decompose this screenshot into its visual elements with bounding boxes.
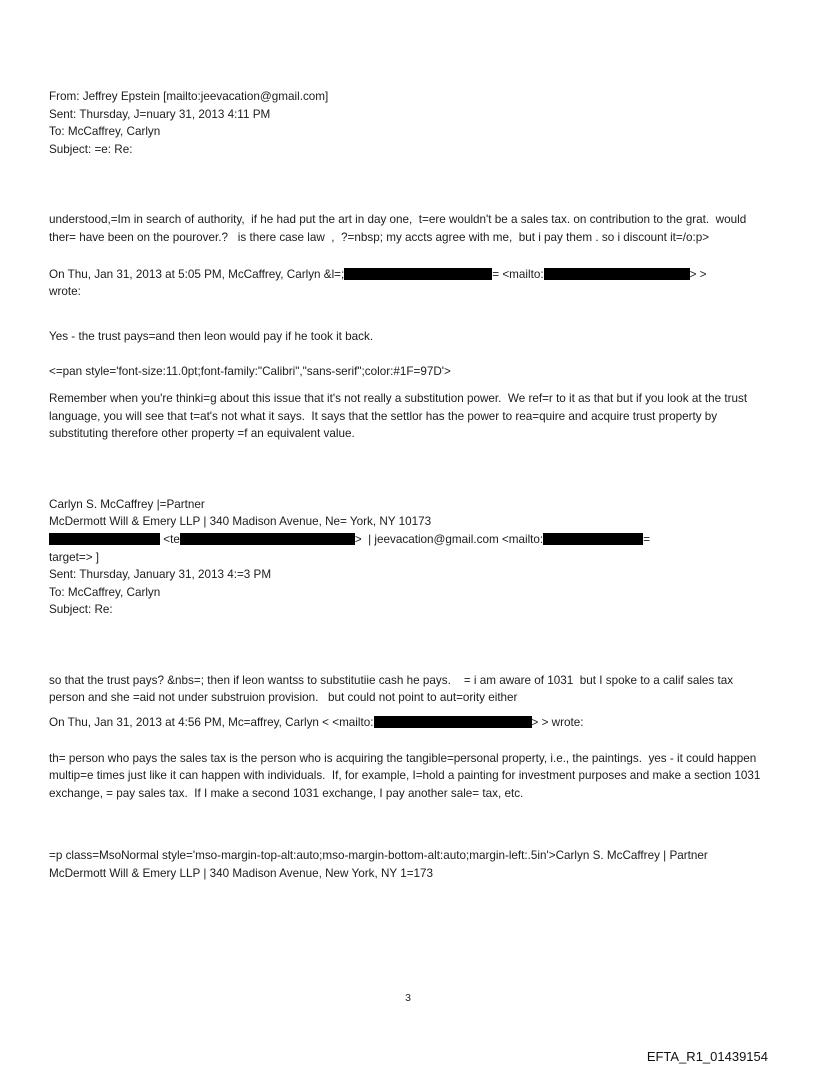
document-content <box>49 88 768 883</box>
email-header-subject: Subject: =e: Re: <box>49 142 133 156</box>
html-artifact-line: <=pan style='font-size:11.0pt;font-family:"Calibri","sans-serif";color:#1F=97D'> <box>49 365 451 379</box>
body-paragraph-1: understood,=Im in search of authority, if he had put the art in day one, t=ere wouldn't be a sales tax. on contribution to the grat. would ther= have been on the pourover.? is there case law , ?=nbsp; my accts agree with me, but i pay them . so i discount it=/o:p> <box>49 213 750 244</box>
signature1-target-line: target=> ] <box>49 550 100 564</box>
redaction-bar <box>544 268 690 280</box>
signature1-to: To: McCaffrey, Carlyn <box>49 585 161 599</box>
signature1-contact-mid1: <te <box>160 532 180 546</box>
redaction-bar <box>180 533 355 545</box>
redaction-bar <box>49 533 160 545</box>
bates-number: EFTA_R1_01439154 <box>646 1049 768 1064</box>
redaction-bar <box>344 268 492 280</box>
reply1-header <box>49 266 768 284</box>
email-header-to: To: McCaffrey, Carlyn <box>49 125 161 139</box>
signature2-firm: McDermott Will & Emery LLP | 340 Madison Avenue, New York, NY 1=173 <box>49 867 434 881</box>
body-paragraph-2: so that the trust pays? &nbs=; then if leon wantss to substitutiie cash he pays. = i am aware of 1031 but I spoke to a calif sales tax person and she =aid not under substruion provision. but could not point to aut=ority either <box>49 673 737 705</box>
reply1-wrote: wrote: <box>49 285 81 299</box>
signature1-contact <box>49 531 768 549</box>
signature1-firm: McDermott Will & Emery LLP | 340 Madison Avenue, Ne= York, NY 10173 <box>49 515 432 529</box>
email-header-from: From: Jeffrey Epstein [mailto:jeevacation@gmail.com] <box>49 90 329 103</box>
signature1-subject: Subject: Re: <box>49 603 113 617</box>
quote-trust-pays: Yes - the trust pays=and then leon would pay if he took it back. <box>49 329 374 343</box>
signature1-contact-mid2: > | jeevacation@gmail.com <mailto: <box>354 532 544 546</box>
reply1-post: > > <box>689 267 707 281</box>
email-header-sent: Sent: Thursday, J=nuary 31, 2013 4:11 PM <box>49 107 271 121</box>
redaction-bar <box>374 716 532 728</box>
reply2-header <box>49 714 768 732</box>
reply2-post: > > wrote: <box>531 716 584 730</box>
signature1-contact-post: = <box>643 532 651 546</box>
reply1-mid: = <mailto: <box>492 267 544 281</box>
signature1-name: Carlyn S. McCaffrey |=Partner <box>49 497 205 511</box>
page-number: 3 <box>405 992 411 1004</box>
redaction-bar <box>543 533 643 545</box>
paragraph-remember: Remember when you're thinki=g about this issue that it's not really a substitution power. We ref=r to it as that but if you look at the trust language, you will see that t=at's not what it says. It says that the settlor has the power to rea=quire and acquire trust property by substituting therefore other property =f an equivalent value. <box>49 391 751 441</box>
body-paragraph-3: th= person who pays the sales tax is the person who is acquiring the tangible=personal property, i.e., the paintings. yes - it could happen multip=e times just like it can happen with individuals. If, for example, I=hold a painting for investment purposes and make a section 1031 exchange, = pay sales tax. If I make a second 1031 exchange, I pay another sale= tax, etc. <box>49 751 764 800</box>
reply2-pre: On Thu, Jan 31, 2013 at 4:56 PM, Mc=affrey, Carlyn < <mailto: <box>49 716 374 730</box>
signature1-sent: Sent: Thursday, January 31, 2013 4:=3 PM <box>49 568 272 582</box>
reply1-pre: On Thu, Jan 31, 2013 at 5:05 PM, McCaffrey, Carlyn &l=; <box>49 267 345 281</box>
signature2-mso-line: =p class=MsoNormal style='mso-margin-top-alt:auto;mso-margin-bottom-alt:auto;margin-left:.5in'>Carlyn S. McCaffrey | Partner <box>49 849 708 863</box>
